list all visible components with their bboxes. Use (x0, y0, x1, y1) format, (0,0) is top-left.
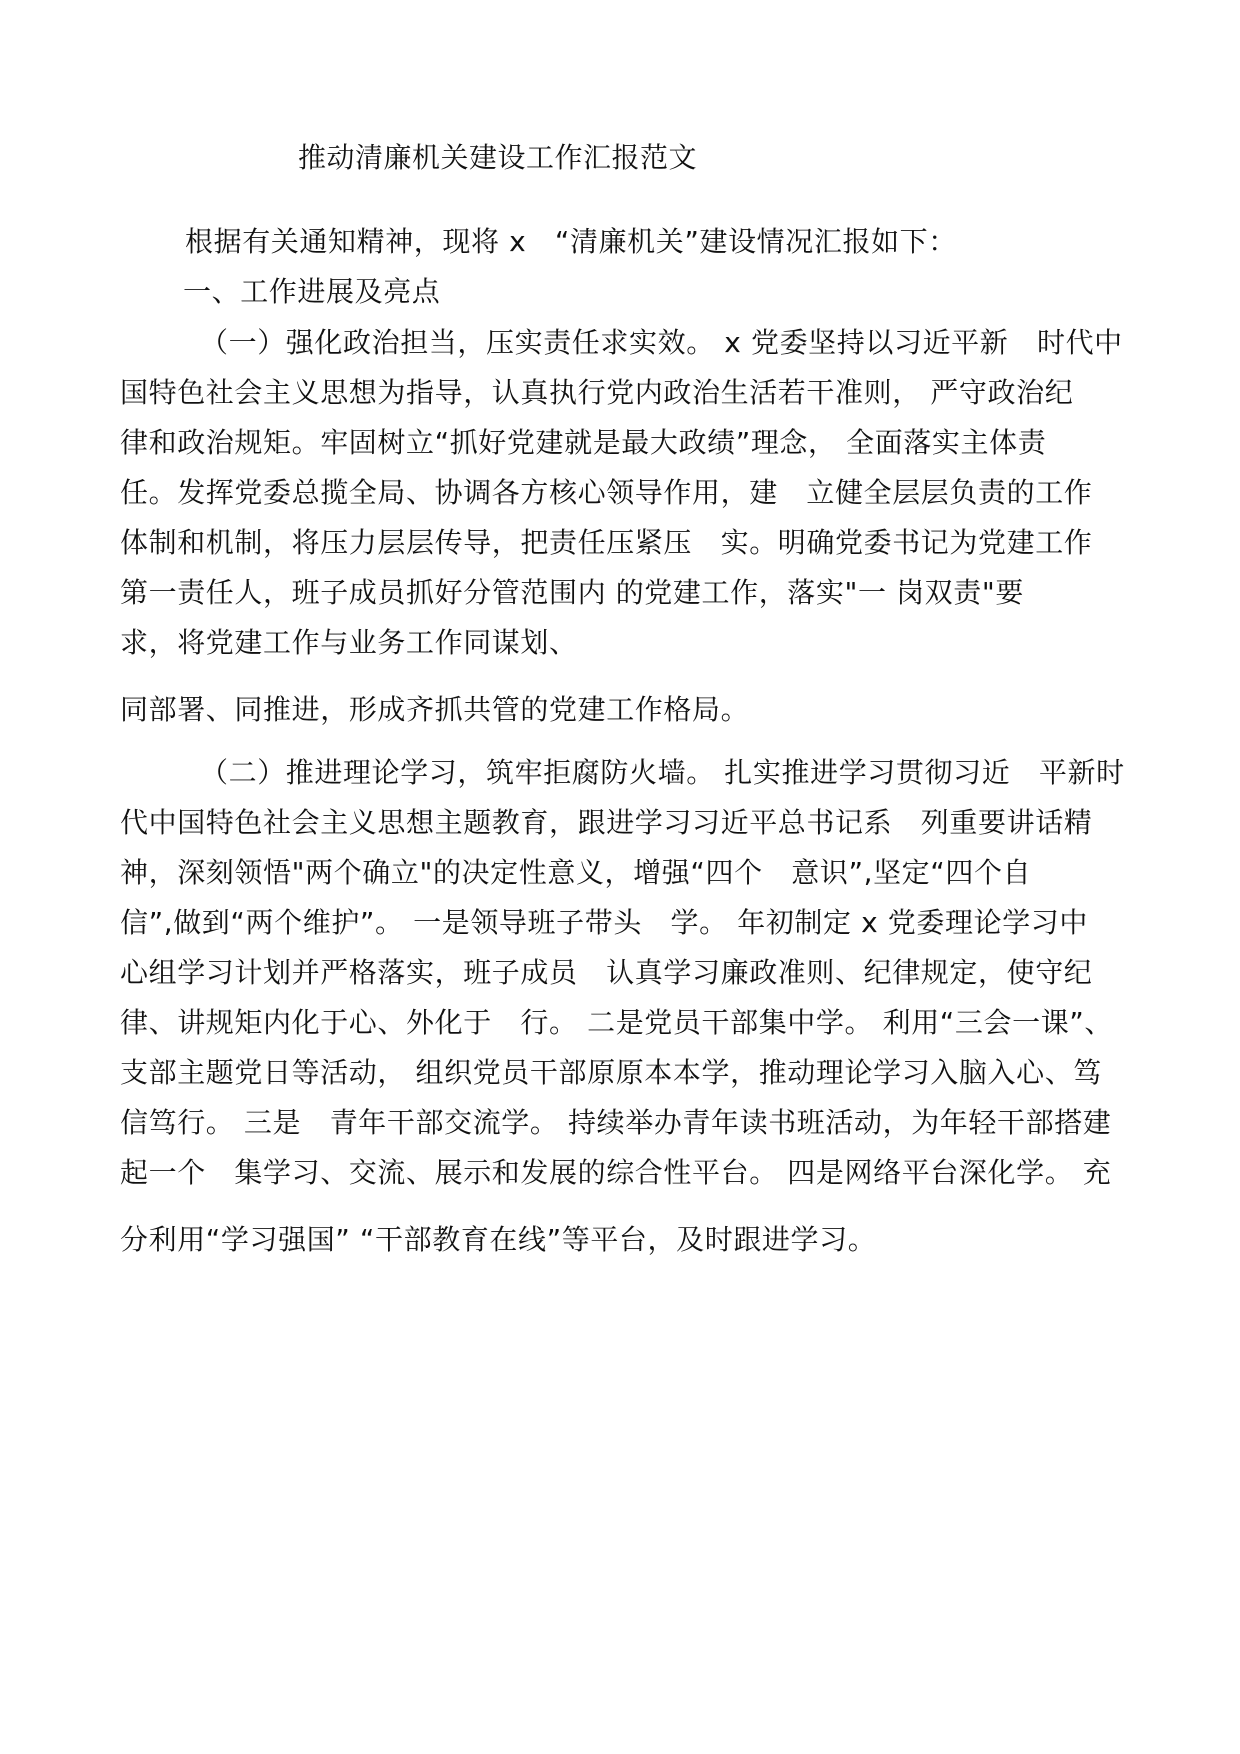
paragraph-1-line-8: 同部署、同推进，形成齐抓共管的党建工作格局。 (120, 693, 750, 726)
paragraph-2-line-9: 起一个 集学习、交流、展示和发展的综合性平台。 四是网络平台深化学。 充 (120, 1156, 1112, 1189)
paragraph-2-line-10: 分利用“学习强国” “干部教育在线”等平台，及时跟进学习。 (120, 1223, 877, 1256)
paragraph-1-line-5: 体制和机制，将压力层层传导，把责任压紧压 实。明确党委书记为党建工作 (120, 526, 1093, 559)
paragraph-1-line-4: 任。发挥党委总揽全局、协调各方核心领导作用，建 立健全层层负责的工作 (120, 476, 1093, 509)
intro-line: 根据有关通知精神，现将 x “清廉机关”建设情况汇报如下： (185, 225, 957, 258)
document-title: 推动清廉机关建设工作汇报范文 (298, 141, 698, 174)
paragraph-2-line-4: 信”,做到“两个维护”。 一是领导班子带头 学。 年初制定 x 党委理论学习中 (120, 906, 1088, 939)
paragraph-1-line-2: 国特色社会主义思想为指导，认真执行党内政治生活若干准则， 严守政治纪 (120, 376, 1074, 409)
section-heading: 一、工作进展及亮点 (183, 275, 441, 308)
paragraph-2-line-5: 心组学习计划并严格落实，班子成员 认真学习廉政准则、纪律规定，使守纪 (120, 956, 1093, 989)
paragraph-2-line-6: 律、讲规矩内化于心、外化于 行。 二是党员干部集中学。 利用“三会一课”、 (120, 1006, 1114, 1039)
paragraph-2-line-3: 神，深刻领悟"两个确立"的决定性意义，增强“四个 意识”,坚定“四个自 (120, 856, 1032, 889)
paragraph-2-line-1: （二）推进理论学习，筑牢拒腐防火墙。 扎实推进学习贯彻习近 平新时 (200, 756, 1125, 789)
paragraph-1-line-7: 求，将党建工作与业务工作同谋划、 (120, 626, 578, 659)
paragraph-2-line-7: 支部主题党日等活动， 组织党员干部原原本本学，推动理论学习入脑入心、笃 (120, 1056, 1102, 1089)
paragraph-2-line-8: 信笃行。 三是 青年干部交流学。 持续举办青年读书班活动，为年轻干部搭建 (120, 1106, 1112, 1139)
paragraph-1-line-6: 第一责任人，班子成员抓好分管范围内 的党建工作，落实"一 岗双责"要 (120, 576, 1024, 609)
paragraph-1-line-3: 律和政治规矩。牢固树立“抓好党建就是最大政绩”理念， 全面落实主体责 (120, 426, 1047, 459)
paragraph-2-line-2: 代中国特色社会主义思想主题教育，跟进学习习近平总书记系 列重要讲话精 (120, 806, 1093, 839)
paragraph-1-line-1: （一）强化政治担当，压实责任求实效。 x 党委坚持以习近平新 时代中 (200, 326, 1123, 359)
